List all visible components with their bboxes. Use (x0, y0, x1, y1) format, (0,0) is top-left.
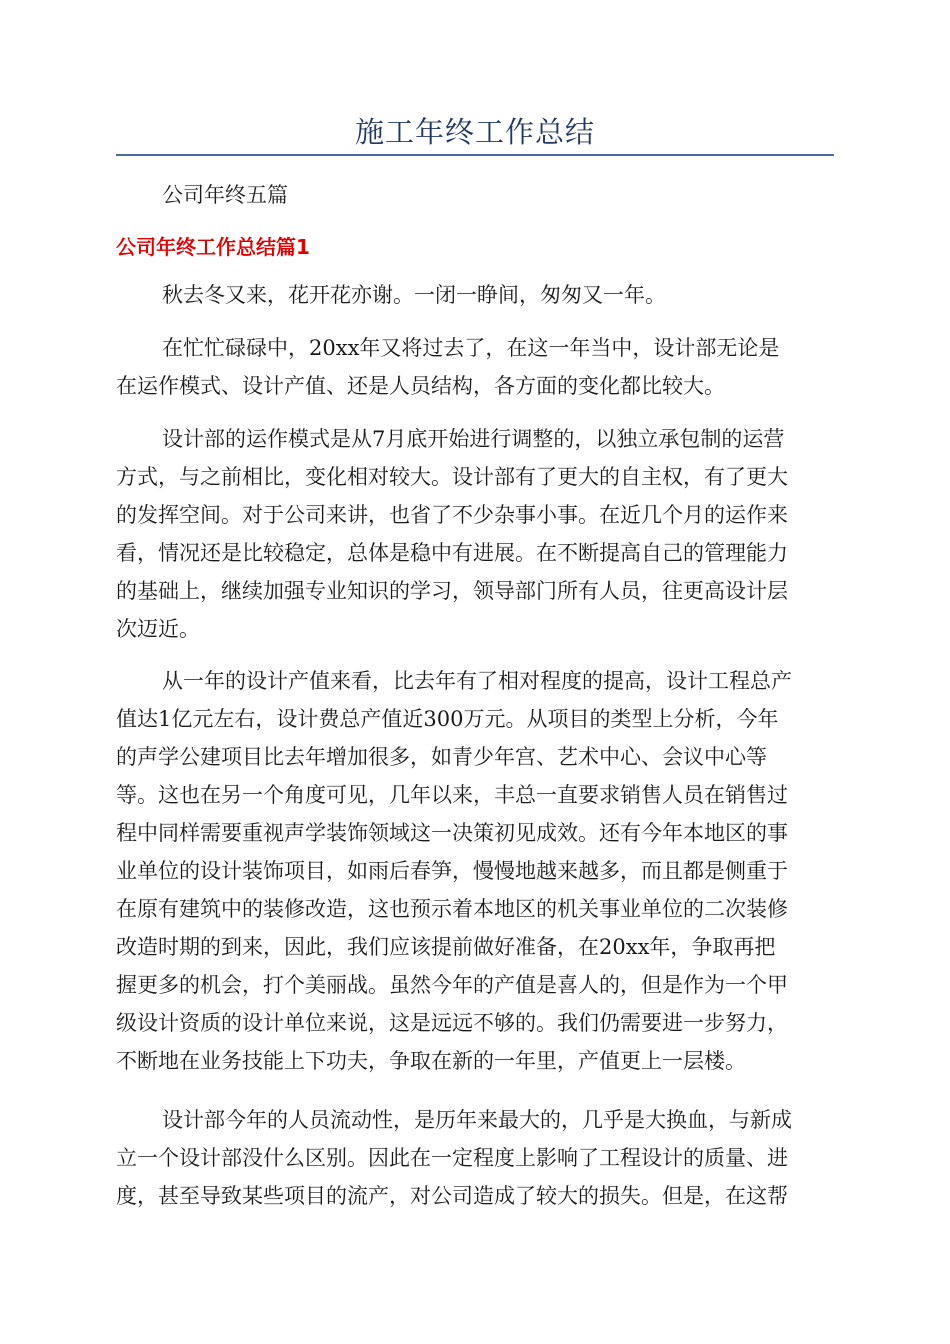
section-heading: 公司年终工作总结篇1 (116, 235, 310, 259)
paragraph-4 (116, 662, 834, 1080)
paragraph-line: 业单位的设计装饰项目，如雨后春笋，慢慢地越来越多，而且都是侧重于 (116, 859, 788, 883)
paragraph-line: 改造时期的到来，因此，我们应该提前做好准备，在20xx年，争取再把 (116, 935, 776, 959)
paragraph-line: 的发挥空间。对于公司来讲，也省了不少杂事小事。在近几个月的运作来 (116, 503, 788, 527)
paragraph-line: 在忙忙碌碌中，20xx年又将过去了，在这一年当中，设计部无论是 (162, 336, 780, 360)
paragraph-line: 设计部的运作模式是从7月底开始进行调整的，以独立承包制的运营 (162, 427, 785, 451)
paragraph-line: 在运作模式、设计产值、还是人员结构，各方面的变化都比较大。 (116, 374, 725, 398)
paragraph-line: 值达1亿元左右，设计费总产值近300万元。从项目的类型上分析，今年 (116, 707, 779, 731)
paragraph-line: 次迈近。 (116, 617, 200, 641)
paragraph-line: 秋去冬又来，花开花亦谢。一闭一睁间，匆匆又一年。 (162, 283, 666, 307)
paragraph-line: 看，情况还是比较稳定，总体是稳中有进展。在不断提高自己的管理能力 (116, 541, 788, 565)
paragraph-line: 方式，与之前相比，变化相对较大。设计部有了更大的自主权，有了更大 (116, 465, 788, 489)
paragraph-line: 握更多的机会，打个美丽战。虽然今年的产值是喜人的，但是作为一个甲 (116, 973, 788, 997)
paragraph-line: 的基础上，继续加强专业知识的学习，领导部门所有人员，往更高设计层 (116, 579, 788, 603)
paragraph-line: 在原有建筑中的装修改造，这也预示着本地区的机关事业单位的二次装修 (116, 897, 788, 921)
paragraph-line: 级设计资质的设计单位来说，这是远远不够的。我们仍需要进一步努力， (116, 1011, 788, 1035)
paragraph-line: 程中同样需要重视声学装饰领域这一决策初见成效。还有今年本地区的事 (116, 821, 788, 845)
paragraph-line: 从一年的设计产值来看，比去年有了相对程度的提高，设计工程总产 (162, 669, 792, 693)
paragraph-line: 不断地在业务技能上下功夫，争取在新的一年里，产值更上一层楼。 (116, 1049, 746, 1073)
paragraph-3 (116, 420, 834, 648)
paragraph-2 (116, 329, 834, 405)
paragraph-5 (116, 1101, 834, 1215)
paragraph-1 (116, 276, 834, 314)
intro-text: 公司年终五篇 (162, 183, 288, 207)
paragraph-line: 设计部今年的人员流动性，是历年来最大的，几乎是大换血，与新成 (162, 1108, 792, 1132)
paragraph-line: 的声学公建项目比去年增加很多，如青少年宫、艺术中心、会议中心等 (116, 745, 767, 769)
document-title: 施工年终工作总结 (354, 115, 595, 149)
paragraph-line: 度，甚至导致某些项目的流产，对公司造成了较大的损失。但是，在这帮 (116, 1184, 788, 1208)
paragraph-line: 等。这也在另一个角度可见，几年以来，丰总一直要求销售人员在销售过 (116, 783, 788, 807)
paragraph-line: 立一个设计部没什么区别。因此在一定程度上影响了工程设计的质量、进 (116, 1146, 788, 1170)
title-underline (116, 154, 834, 156)
